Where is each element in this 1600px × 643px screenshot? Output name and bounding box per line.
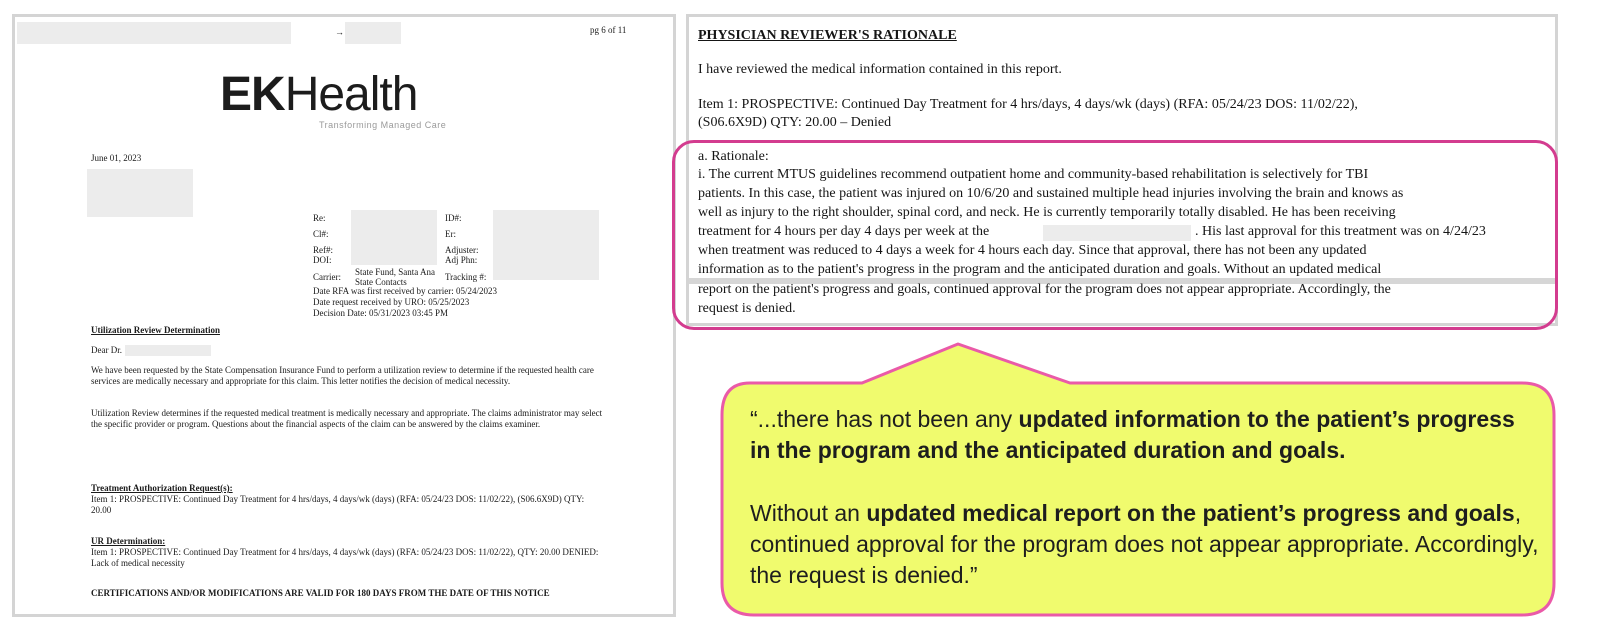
field-ref: Ref#: (313, 245, 333, 255)
salutation: Dear Dr. (91, 345, 122, 355)
callout-quote (750, 404, 1540, 591)
field-adj-phn: Adj Phn: (445, 255, 478, 265)
field-claim: Cl#: (313, 229, 329, 239)
rationale-line: patients. In this case, the patient was injured on 10/6/20 and sustained multiple head injuries involving the brain and knows as (698, 186, 1404, 201)
rationale-line: information as to the patient's progress in the program and the anticipated duration and goals. Without an updated medical (698, 262, 1382, 277)
arrow-icon: → (335, 27, 344, 37)
field-carrier-value-2: State Contacts (355, 277, 407, 287)
rationale-line: treatment for 4 hours per day 4 days per week at the (698, 224, 990, 239)
tar-heading: Treatment Authorization Request(s): (91, 483, 233, 493)
rationale-line: i. The current MTUS guidelines recommend outpatient home and community-based rehabilitation is selectively for TBI (698, 167, 1369, 182)
ur-determination-text: Item 1: PROSPECTIVE: Continued Day Treatment for 4 hrs/days, 4 days/wk (days) (RFA: 05/24/23 DOS: 11/02/22), QTY: 20.00 DENIED: Lack of medical necessity (91, 547, 599, 568)
letter-date: June 01, 2023 (91, 153, 142, 163)
excerpt-heading: PHYSICIAN REVIEWER'S RATIONALE (698, 28, 957, 43)
ekhealth-logo: EKHealth (220, 68, 418, 121)
callout-paragraph-1: “...there has not been any updated information to the patient’s progress in the program and the anticipated duration and goals. (750, 406, 1515, 463)
callout-paragraph-2: Without an updated medical report on the patient’s progress and goals, continued approval for the program does not appear appropriate. Accordingly, the request is denied.” (750, 500, 1539, 588)
rationale-label: a. Rationale: (698, 149, 769, 164)
rationale-line: when treatment was reduced to 4 days a week for 4 hours each day. Since that approval, there has not been any updated (698, 243, 1367, 258)
excerpt-item-line-2: (S06.6X9D) QTY: 20.00 – Denied (698, 115, 892, 130)
page-label: pg 6 of 11 (590, 25, 627, 35)
ur-determination-heading: UR Determination: (91, 536, 166, 546)
ur-heading: Utilization Review Determination (91, 325, 220, 335)
rationale-line: . His last approval for this treatment was on 4/24/23 (1195, 224, 1486, 239)
paragraph-1: We have been requested by the State Compensation Insurance Fund to perform a utilization review to determine if the requested health care services are medically necessary and appropriate for this claim. This letter notifies the decision of medical necessity. (91, 365, 594, 386)
field-adjuster: Adjuster: (445, 245, 479, 255)
date-uro: Date request received by URO: 05/25/2023 (313, 297, 470, 307)
field-doi: DOI: (313, 255, 332, 265)
paragraph-2: Utilization Review determines if the requested medical treatment is medically necessary and appropriate. The claims administrator may select the specific provider or program. Questions about the financial aspects of the claim can be answered by the claims examiner. (91, 408, 603, 429)
excerpt-item-line-1: Item 1: PROSPECTIVE: Continued Day Treatment for 4 hrs/days, 4 days/wk (days) (RFA: 05/24/23 DOS: 11/02/22), (698, 97, 1358, 112)
rationale-line: report on the patient's progress and goals, continued approval for the program does not appear appropriate. Accordingly, the (698, 282, 1391, 297)
field-re: Re: (313, 213, 326, 223)
field-carrier-label: Carrier: (313, 272, 341, 282)
excerpt-line-1: I have reviewed the medical information contained in this report. (698, 62, 1062, 77)
field-er: Er: (445, 229, 456, 239)
decision-date: Decision Date: 05/31/2023 03:45 PM (313, 308, 448, 318)
date-rfa: Date RFA was first received by carrier: 05/24/2023 (313, 286, 498, 296)
tar-text: Item 1: PROSPECTIVE: Continued Day Treatment for 4 hrs/days, 4 days/wk (days) (RFA: 05/24/23 DOS: 11/02/22), (S06.6X9D) QTY: 20.00 (91, 494, 585, 515)
rationale-line: request is denied. (698, 301, 796, 316)
field-tracking: Tracking #: (445, 272, 487, 282)
field-carrier-value: State Fund, Santa Ana (355, 267, 435, 277)
field-id: ID#: (445, 213, 462, 223)
logo-tagline: Transforming Managed Care (319, 120, 447, 130)
certification-notice: CERTIFICATIONS AND/OR MODIFICATIONS ARE VALID FOR 180 DAYS FROM THE DATE OF THIS NOTICE (91, 588, 550, 598)
rationale-line: well as injury to the right shoulder, spinal cord, and neck. He is currently temporarily totally disabled. He has been receiving (698, 205, 1396, 220)
